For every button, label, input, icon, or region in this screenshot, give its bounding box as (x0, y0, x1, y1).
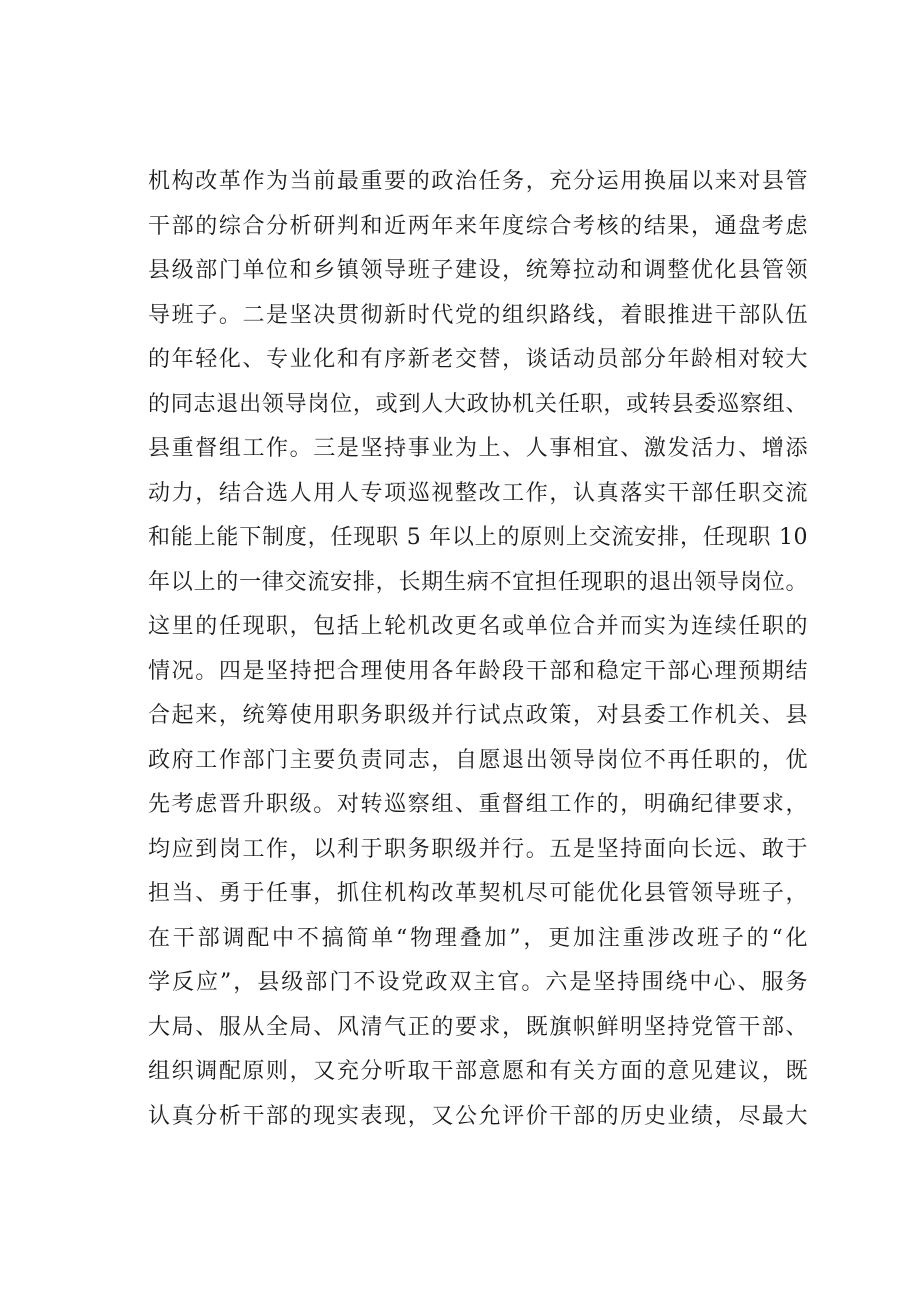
text-line: 机构改革作为当前最重要的政治任务，充分运用换届以来对县管 (148, 169, 808, 194)
body-text (148, 160, 808, 1139)
text-line: 在干部调配中不搞简单“物理叠加”，更加注重涉改班子的“化 (148, 925, 808, 951)
text-line: 的年轻化、专业化和有序新老交替，谈话动员部分年龄相对较大 (148, 347, 808, 372)
text-line: 年以上的一律交流安排，长期生病不宜担任现职的退出领导岗位。 (148, 569, 808, 595)
text-line: 导班子。二是坚决贯彻新时代党的组织路线，着眼推进干部队伍 (148, 302, 808, 328)
text-line: 学反应”，县级部门不设党政双主官。六是坚持围绕中心、服务 (148, 970, 808, 995)
text-line: 情况。四是坚持把合理使用各年龄段干部和稳定干部心理预期结 (148, 658, 808, 684)
text-line: 干部的综合分析研判和近两年来年度综合考核的结果，通盘考虑 (148, 213, 808, 239)
text-line: 这里的任现职，包括上轮机改更名或单位合并而实为连续任职的 (148, 614, 808, 639)
text-line: 认真分析干部的现实表现，又公允评价干部的历史业绩，尽最大 (148, 1103, 808, 1129)
text-line: 先考虑晋升职级。对转巡察组、重督组工作的，明确纪律要求， (148, 792, 808, 817)
text-line: 县级部门单位和乡镇领导班子建设，统筹拉动和调整优化县管领 (148, 258, 808, 283)
text-line: 和能上能下制度，任现职 5 年以上的原则上交流安排，任现职 10 (148, 525, 808, 550)
text-line: 动力，结合选人用人专项巡视整改工作，认真落实干部任职交流 (148, 480, 808, 506)
text-line: 均应到岗工作，以利于职务职级并行。五是坚持面向长远、敢于 (148, 836, 808, 862)
text-line: 政府工作部门主要负责同志，自愿退出领导岗位不再任职的，优 (148, 747, 808, 773)
text-line: 大局、服从全局、风清气正的要求，既旗帜鲜明坚持党管干部、 (148, 1014, 808, 1040)
text-line: 县重督组工作。三是坚持事业为上、人事相宜、激发活力、增添 (148, 436, 808, 461)
text-line: 合起来，统筹使用职务职级并行试点政策，对县委工作机关、县 (148, 703, 808, 728)
text-line: 组织调配原则，又充分听取干部意愿和有关方面的意见建议，既 (148, 1059, 808, 1084)
text-line: 的同志退出领导岗位，或到人大政协机关任职，或转县委巡察组、 (148, 391, 808, 417)
text-line: 担当、勇于任事，抓住机构改革契机尽可能优化县管领导班子， (148, 881, 808, 906)
